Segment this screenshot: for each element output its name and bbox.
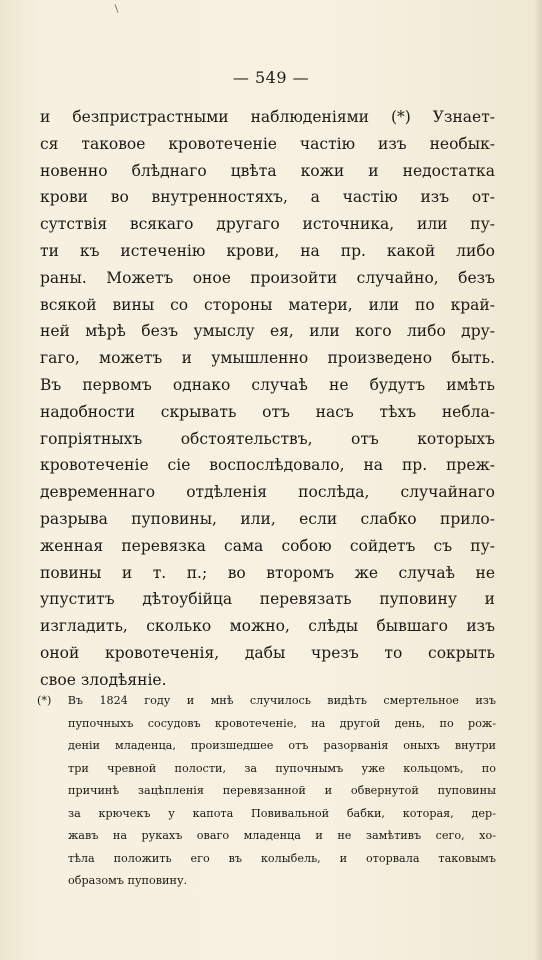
text-line: женная перевязка сама собою сойдетъ съ пу-: [40, 536, 495, 555]
main-paragraph: [40, 104, 495, 694]
footnote-line: три чревной полости, за пупочнымъ уже кольцомъ, по: [68, 761, 496, 775]
text-line: ся таковое кровотеченіе частію изъ необык-: [40, 134, 495, 153]
margin-mark: [114, 4, 118, 13]
text-line: девременнаго отдѣленія послѣда, случайнаго: [40, 483, 495, 502]
footnote-line: за крючекъ у капота Повивальной бабки, которая, дер-: [68, 806, 496, 820]
text-line: сутствія всякаго другаго источника, или пу-: [40, 215, 495, 234]
footnote-line: жавъ на рукахъ оваго младенца и не замѣтивъ сего, хо-: [68, 829, 496, 842]
footnote-line: причинѣ зацѣпленія перевязанной и обвернутой пуповины: [68, 784, 496, 797]
text-line: и безпристрастными наблюденіями (*) Узнает-: [40, 108, 495, 126]
text-line: упуститъ дѣтоубійца перевязать пуповину и: [40, 590, 495, 609]
text-line: ти къ истеченію крови, на пр. какой либо: [40, 241, 495, 260]
text-line: всякой вины со стороны матери, или по край-: [40, 295, 495, 314]
footnote-line: деніи младенца, произшедшее отъ разорванія оныхъ внутри: [68, 739, 496, 752]
page-edge-shadow: [534, 0, 542, 960]
text-line: гаго, можетъ и умышленно произведено быть.: [40, 349, 495, 368]
text-line: повины и т. п.; во второмъ же случаѣ не: [40, 563, 495, 582]
text-line: оной кровотеченія, дабы чрезъ то сокрыть: [40, 643, 495, 662]
text-line: гопріятныхъ обстоятельствъ, отъ которыхъ: [40, 429, 495, 448]
footnote-line: пупочныхъ сосудовъ кровотеченіе, на другой день, по рож-: [68, 716, 496, 730]
text-line: раны. Можетъ оное произойти случайно, безъ: [40, 268, 495, 287]
text-line: Въ первомъ однако случаѣ не будутъ имѣть: [40, 375, 495, 394]
text-line: разрыва пуповины, или, если слабко прило-: [40, 509, 495, 528]
text-line: кровотеченіе сіе воспослѣдовало, на пр. преж-: [40, 456, 495, 475]
page-number: — 549 —: [232, 68, 310, 87]
footnote: [37, 690, 496, 893]
text-line: крови во внутренностяхъ, а частію изъ от-: [40, 188, 495, 207]
footnote-line: (*) Въ 1824 году и мнѣ случилось видѣть смертельное изъ: [37, 694, 496, 707]
text-line: надобности скрывать отъ насъ тѣхъ небла-: [40, 402, 495, 421]
footnote-line: тѣла положить его въ колыбель, и оторвала таковымъ: [68, 851, 496, 865]
text-line: изгладить, сколько можно, слѣды бывшаго изъ: [40, 617, 495, 636]
text-line: новенно блѣднаго цвѣта кожи и недостатка: [40, 161, 495, 180]
footnote-line: образомъ пуповину.: [68, 874, 188, 887]
text-line: свое злодѣяніе.: [40, 670, 167, 689]
text-line: ней мѣрѣ безъ умыслу ея, или кого либо дру-: [40, 322, 495, 341]
